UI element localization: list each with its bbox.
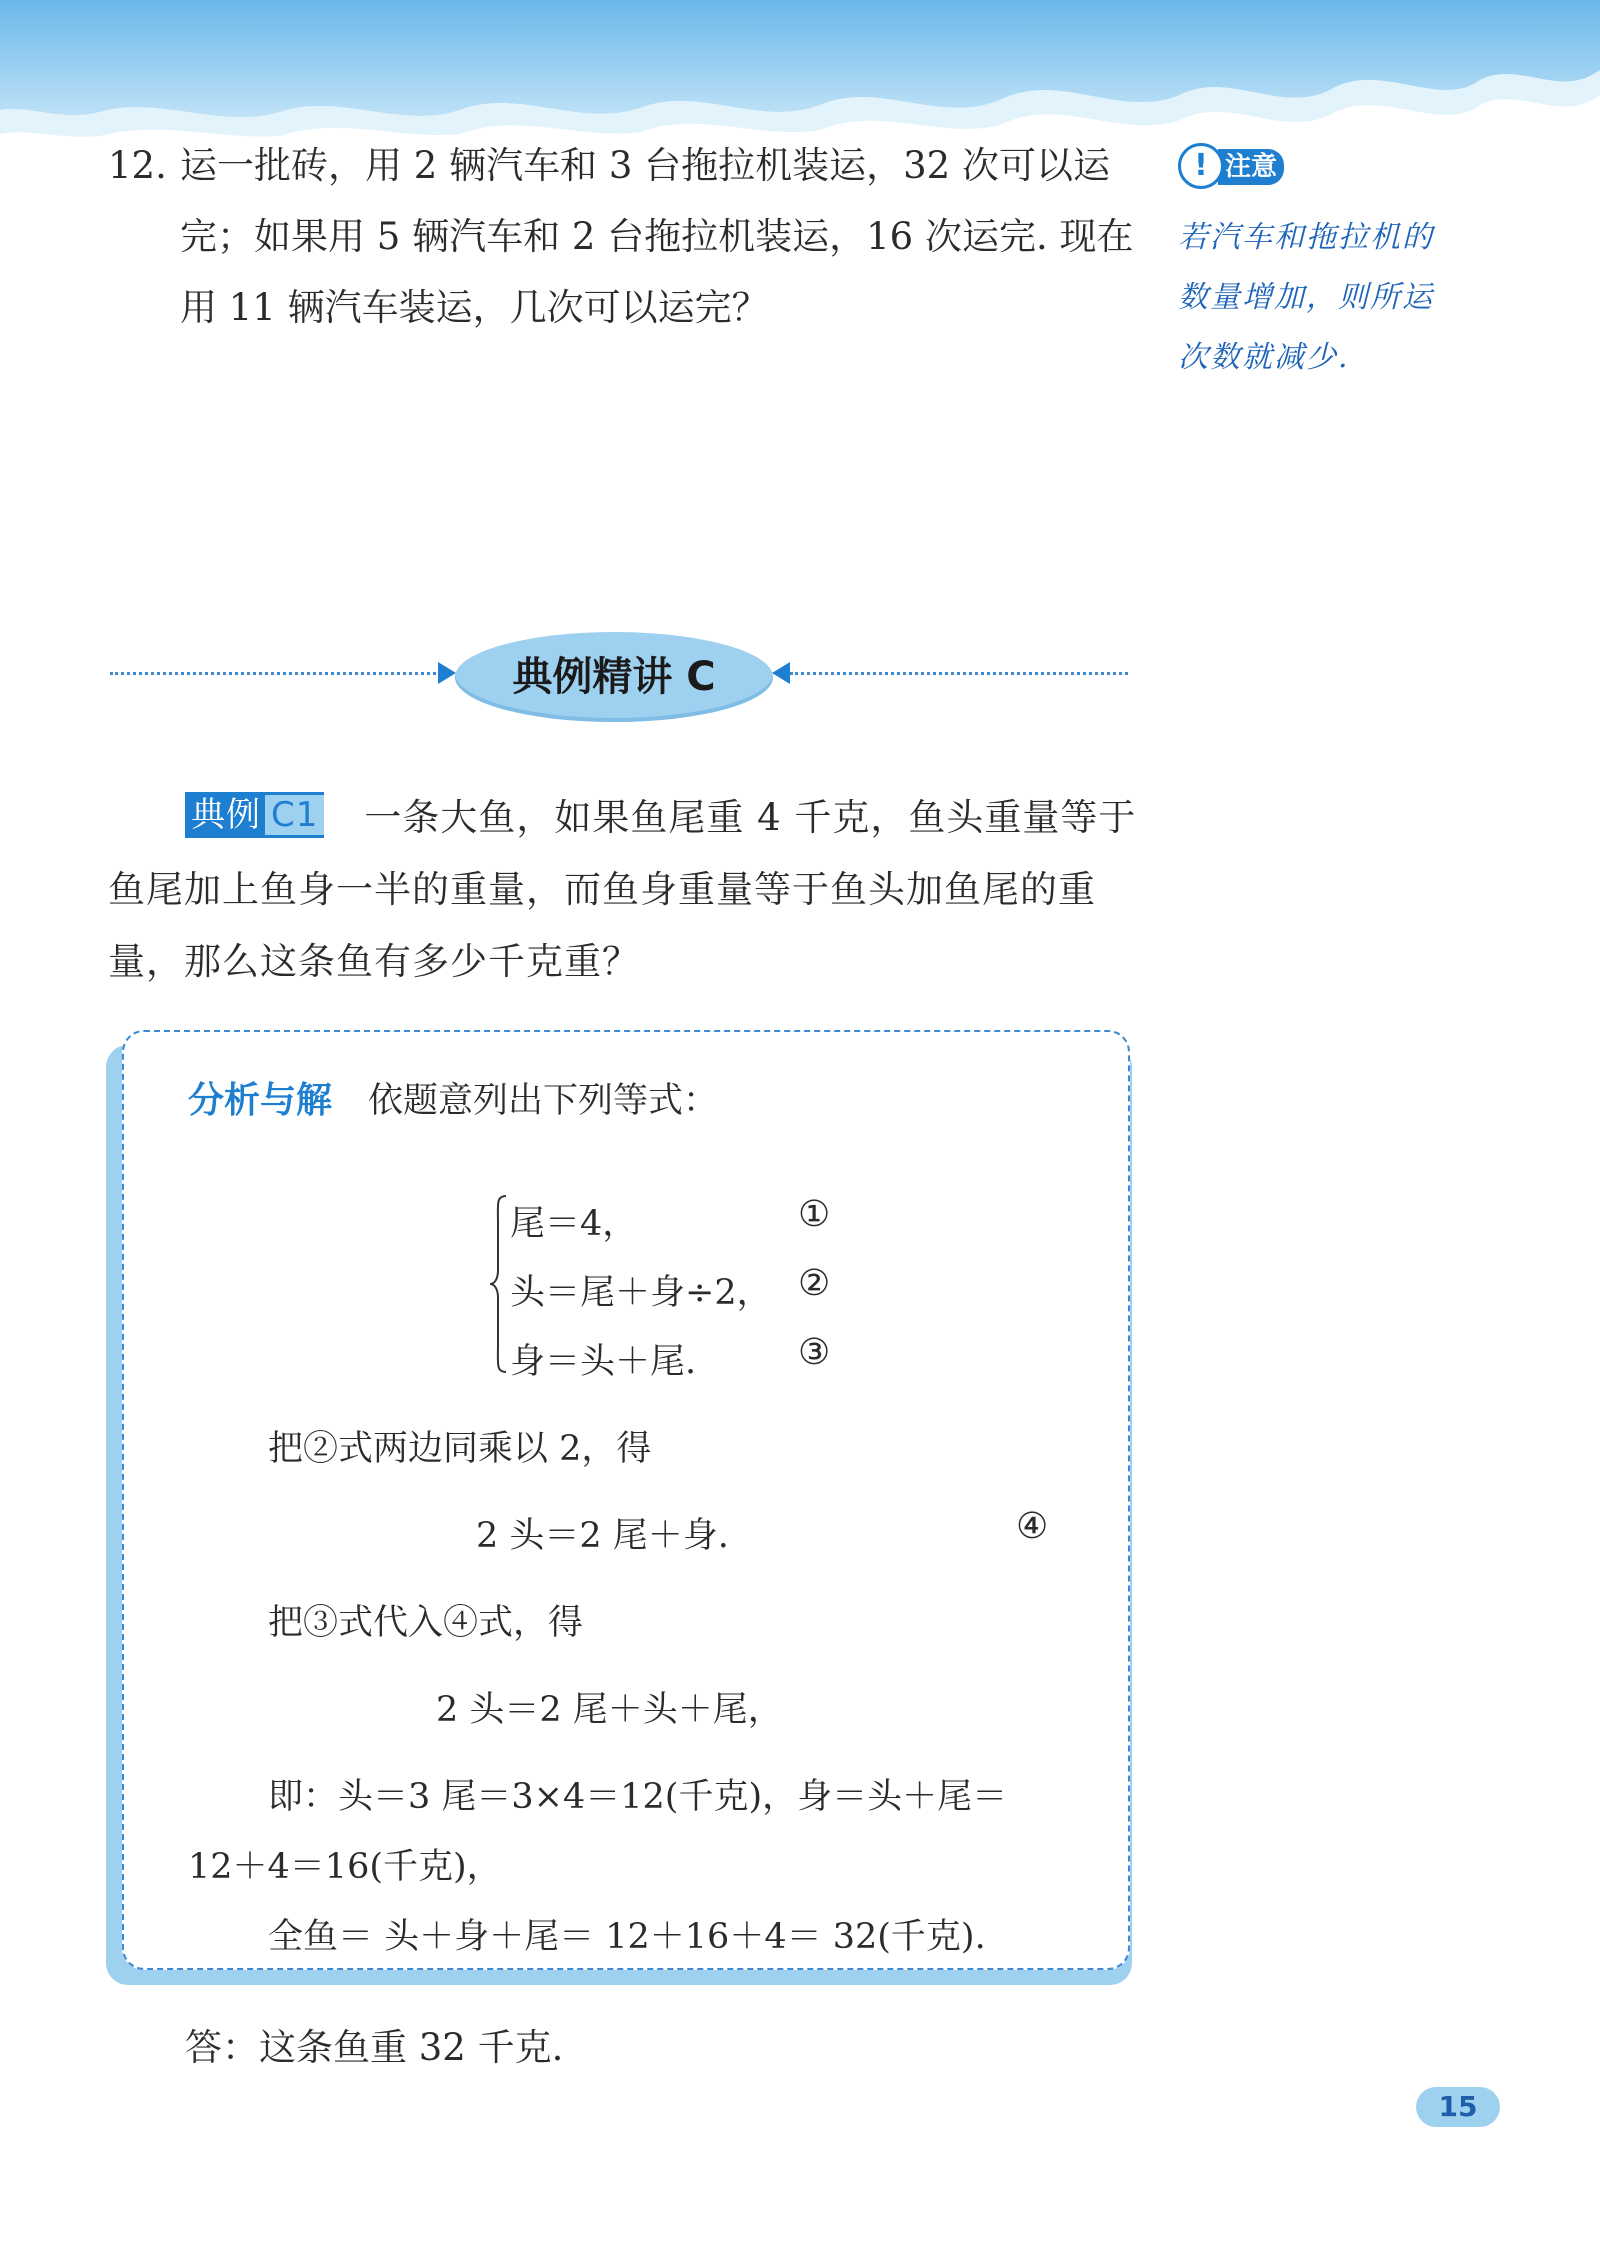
problem-number: 12. [108, 144, 167, 187]
problem-line: 完；如果用 5 辆汽车和 2 台拖拉机装运，16 次运完. 现在 [180, 215, 1134, 258]
example-tag-sub: C1 [265, 795, 324, 835]
analysis-title: 分析与解 [188, 1080, 333, 1121]
problem-line [108, 130, 1138, 201]
example-tag-main: 典例 [191, 795, 261, 835]
example-text: 一条大鱼，如果鱼尾重 4 千克，鱼头重量等于 [364, 796, 1137, 839]
section-title: 典例精讲 C [455, 632, 773, 722]
analysis-box [122, 1030, 1130, 1970]
example-line: 鱼尾加上鱼身一半的重量，而鱼身重量等于鱼头加鱼尾的重 [108, 868, 1096, 911]
example-line [108, 782, 1138, 854]
note-line: 数量增加，则所运 [1178, 280, 1434, 315]
answer-text: 答：这条鱼重 32 千克. [185, 2026, 564, 2069]
problem-line: 用 11 辆汽车装运，几次可以运完？ [180, 286, 769, 329]
example-line: 量，那么这条鱼有多少千克重？ [108, 940, 640, 983]
step-1-text: 把②式两边同乘以 2，得 [268, 1429, 652, 1469]
equation-1-marker: ① [798, 1194, 831, 1235]
analysis-intro: 依题意列出下列等式： [368, 1081, 719, 1121]
note-line: 若汽车和拖拉机的 [1178, 220, 1434, 255]
exclamation-icon: ! [1178, 143, 1224, 189]
equation-4-marker: ④ [1016, 1506, 1049, 1547]
equation-5: 2 头＝2 尾＋头＋尾， [436, 1690, 783, 1730]
result-line-2: 12＋4＝16(千克)， [188, 1847, 502, 1887]
example-tag [185, 792, 324, 838]
note-text [1178, 208, 1468, 388]
equation-2: 头＝尾＋身÷2， [510, 1273, 772, 1313]
divider-line-left [110, 672, 442, 675]
problem-12 [108, 130, 1138, 343]
result-line-3: 全鱼＝ 头＋身＋尾＝ 12＋16＋4＝ 32(千克). [268, 1917, 986, 1957]
page-number: 15 [1416, 2087, 1500, 2127]
divider-line-right [790, 672, 1128, 675]
example-c1 [108, 782, 1138, 998]
arrow-left-icon [772, 662, 790, 684]
equation-3-marker: ③ [798, 1332, 831, 1373]
equation-3: 身＝头＋尾. [510, 1342, 697, 1382]
equation-2-marker: ② [798, 1263, 831, 1304]
equation-4: 2 头＝2 尾＋身. [476, 1516, 729, 1556]
problem-text: 运一批砖，用 2 辆汽车和 3 台拖拉机装运，32 次可以运 [180, 144, 1110, 187]
note-label: 注意 [1218, 149, 1284, 185]
result-line-1: 即：头＝3 尾＝3×4＝12(千克)，身＝头＋尾＝ [268, 1777, 1008, 1817]
left-brace [490, 1194, 508, 1374]
sky-header-decoration [0, 0, 1600, 140]
step-2-text: 把③式代入④式，得 [268, 1603, 584, 1643]
note-line: 次数就减少. [1178, 340, 1350, 375]
analysis-header [188, 1072, 718, 1123]
arrow-right-icon [438, 662, 456, 684]
equation-1: 尾＝4， [510, 1204, 638, 1244]
